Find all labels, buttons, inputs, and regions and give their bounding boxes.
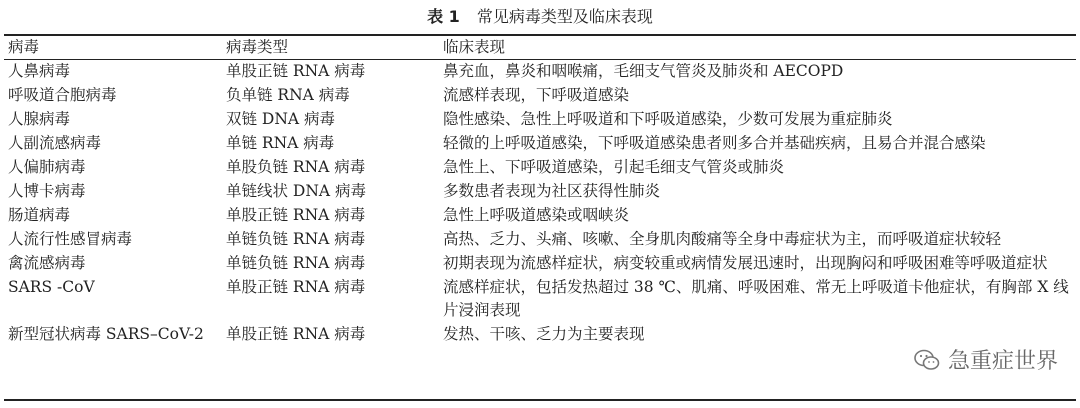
wechat-icon — [914, 349, 940, 371]
cell-virus-type: 单链线状 DNA 病毒 — [226, 182, 367, 200]
cell-clinical: 鼻充血，鼻炎和咽喉痛，毛细支气管炎及肺炎和 AECOPD — [443, 62, 844, 80]
cell-virus-type: 单股负链 RNA 病毒 — [226, 158, 366, 176]
table-row — [4, 251, 1076, 275]
cell-clinical: 隐性感染、急性上呼吸道和下呼吸道感染，少数可发展为重症肺炎 — [443, 110, 893, 128]
cell-virus-type: 单链负链 RNA 病毒 — [226, 230, 366, 248]
cell-virus-type: 单股正链 RNA 病毒 — [226, 278, 366, 296]
virus-table — [4, 36, 1076, 346]
table-row — [4, 107, 1076, 131]
cell-virus: 人偏肺病毒 — [8, 158, 86, 176]
table-row — [4, 322, 1076, 346]
header-virus: 病毒 — [8, 38, 40, 56]
cell-virus: 人鼻病毒 — [8, 62, 71, 80]
cell-clinical: 轻微的上呼吸道感染，下呼吸道感染患者则多合并基础疾病，且易合并混合感染 — [443, 134, 986, 152]
table-title: 常见病毒类型及临床表现 — [476, 7, 653, 26]
cell-virus: 人腺病毒 — [8, 110, 71, 128]
table-row — [4, 275, 1076, 322]
cell-virus-type: 单股正链 RNA 病毒 — [226, 325, 366, 343]
cell-clinical: 初期表现为流感样症状，病变较重或病情发展迅速时，出现胸闷和呼吸困难等呼吸道症状 — [443, 254, 1048, 272]
cell-clinical: 急性上、下呼吸道感染，引起毛细支气管炎或肺炎 — [443, 158, 785, 176]
table-caption — [0, 6, 1080, 28]
cell-clinical: 急性上呼吸道感染或咽峡炎 — [443, 206, 630, 224]
bottom-rule — [4, 399, 1076, 401]
cell-virus: SARS -CoV — [8, 278, 95, 296]
cell-virus: 人副流感病毒 — [8, 134, 102, 152]
header-virus-type: 病毒类型 — [226, 38, 289, 56]
table-row — [4, 59, 1076, 83]
cell-virus: 禽流感病毒 — [8, 254, 86, 272]
cell-virus-type: 单链负链 RNA 病毒 — [226, 254, 366, 272]
table-body — [4, 59, 1076, 346]
cell-virus: 呼吸道合胞病毒 — [8, 86, 117, 104]
watermark — [914, 344, 1058, 375]
cell-clinical: 流感样症状，包括发热超过 38 ℃、肌痛、呼吸困难、常无上呼吸道卡他症状，有胸部 X 线片浸润表现 — [443, 278, 1069, 319]
table-row — [4, 179, 1076, 203]
cell-virus-type: 单链 RNA 病毒 — [226, 134, 335, 152]
cell-virus-type: 负单链 RNA 病毒 — [226, 86, 350, 104]
cell-clinical: 流感样表现，下呼吸道感染 — [443, 86, 630, 104]
table-number: 表 1 — [427, 7, 460, 26]
table-row — [4, 155, 1076, 179]
cell-virus: 人流行性感冒病毒 — [8, 230, 133, 248]
cell-virus-type: 双链 DNA 病毒 — [226, 110, 336, 128]
cell-virus-type: 单股正链 RNA 病毒 — [226, 62, 366, 80]
header-clinical: 临床表现 — [443, 38, 506, 56]
cell-clinical: 高热、乏力、头痛、咳嗽、全身肌肉酸痛等全身中毒症状为主，而呼吸道症状较轻 — [443, 230, 1002, 248]
watermark-text: 急重症世界 — [947, 349, 1058, 374]
header-row — [4, 36, 1076, 59]
cell-virus-type: 单股正链 RNA 病毒 — [226, 206, 366, 224]
cell-virus: 肠道病毒 — [8, 206, 71, 224]
cell-clinical: 多数患者表现为社区获得性肺炎 — [443, 182, 661, 200]
table-row — [4, 131, 1076, 155]
table-row — [4, 83, 1076, 107]
table-row — [4, 227, 1076, 251]
table-row — [4, 203, 1076, 227]
cell-virus: 新型冠状病毒 SARS–CoV-2 — [8, 325, 204, 343]
cell-clinical: 发热、干咳、乏力为主要表现 — [443, 325, 645, 343]
cell-virus: 人博卡病毒 — [8, 182, 86, 200]
